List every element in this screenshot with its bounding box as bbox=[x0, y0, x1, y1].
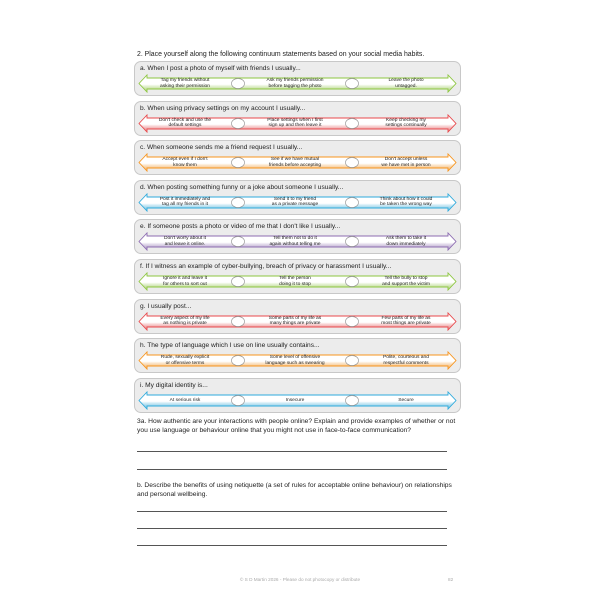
double-arrow bbox=[138, 153, 457, 172]
double-arrow bbox=[138, 232, 457, 251]
continuum-item bbox=[134, 101, 461, 136]
continuum-item bbox=[134, 140, 461, 175]
question-2-heading: 2. Place yourself along the following continuum statements based on your social media habits. bbox=[137, 51, 425, 58]
choice-circle[interactable] bbox=[346, 277, 359, 287]
continuum-label-middle: Insecure bbox=[285, 397, 305, 403]
continuum-item bbox=[134, 378, 461, 413]
continuum-label-left: Tag my friends without asking their permission bbox=[159, 78, 210, 89]
choice-circle[interactable] bbox=[232, 197, 245, 207]
continuum-question: c. When someone sends me a friend request I usually... bbox=[140, 144, 303, 152]
continuum-item bbox=[134, 219, 461, 254]
choice-circle[interactable] bbox=[232, 79, 245, 89]
choice-circle[interactable] bbox=[346, 158, 359, 168]
choice-circle[interactable] bbox=[232, 237, 245, 247]
continuum-label-middle: Tell the person doing it to stop bbox=[279, 276, 311, 287]
continuum-question: b. When using privacy settings on my account I usually... bbox=[140, 104, 306, 112]
choice-circle[interactable] bbox=[232, 277, 245, 287]
continuum-label-left: Every aspect of my life as nothing is private bbox=[160, 315, 210, 327]
continuum-item bbox=[134, 259, 461, 294]
choice-circle[interactable] bbox=[346, 316, 359, 326]
continuum-label-middle: Place settings when I first sign up and then leave it bbox=[267, 117, 323, 129]
choice-circle[interactable] bbox=[232, 118, 245, 128]
continuum-label-left: Rude, sexually explicit or offensive terms bbox=[160, 355, 210, 366]
continuum-label-right: Don't accept unless we have met in person bbox=[381, 157, 431, 168]
continuum-label-right: Ask them to take it down immediately bbox=[385, 236, 427, 247]
choice-circle[interactable] bbox=[232, 395, 245, 405]
continuum-item bbox=[134, 61, 461, 96]
continuum-question: d. When posting something funny or a joke about someone I usually... bbox=[140, 183, 344, 191]
continuum-item bbox=[134, 299, 461, 334]
answer-line-3a-2[interactable] bbox=[137, 469, 447, 470]
continuum-question: e. If someone posts a photo or video of me that I don't like I usually... bbox=[140, 223, 341, 231]
continuum-label-middle: Some parts of my life as many things are private bbox=[268, 315, 322, 327]
question-3a-text: 3a. How authentic are your interactions with people online? Explain and provide examples of whether or not you use language or behaviour online that you might not use in face-to-face communication? bbox=[137, 418, 456, 435]
choice-circle[interactable] bbox=[232, 316, 245, 326]
continuum-label-left: Accept even if I don't know them bbox=[162, 157, 208, 168]
answer-line-3b-1[interactable] bbox=[137, 511, 447, 512]
double-arrow bbox=[138, 391, 457, 410]
continuum-item bbox=[134, 338, 461, 373]
continuum-label-right: Keep checking my settings continually bbox=[385, 117, 427, 129]
double-arrow bbox=[138, 74, 457, 93]
continuum-question: i. My digital identity is... bbox=[140, 381, 208, 389]
continuum-label-middle: Send it to my friend as a private message bbox=[271, 196, 319, 208]
choice-circle[interactable] bbox=[346, 118, 359, 128]
double-arrow bbox=[138, 351, 457, 370]
copyright-notice: © S D Martin 2026 - Please do not photocopy or distribute bbox=[239, 577, 361, 582]
continuum-label-middle: Some level of offensive language such as swearing bbox=[265, 355, 325, 366]
continuum-label-left: Ignore it and leave it for others to sort out bbox=[162, 276, 208, 287]
choice-circle[interactable] bbox=[232, 158, 245, 168]
page-footer bbox=[0, 577, 600, 585]
double-arrow bbox=[138, 312, 457, 331]
question-3b-text: b. Describe the benefits of using netiquette (a set of rules for acceptable online behaviour) on relationships and personal wellbeing. bbox=[137, 482, 452, 499]
continuum-label-right: Secure bbox=[398, 397, 414, 403]
double-arrow bbox=[138, 272, 457, 291]
choice-circle[interactable] bbox=[346, 395, 359, 405]
continuum-label-left: Don't check and use the default settings bbox=[158, 117, 212, 129]
continuum-item bbox=[134, 180, 461, 215]
continuum-question: h. The type of language which I use on line usually contains... bbox=[140, 342, 320, 350]
choice-circle[interactable] bbox=[346, 197, 359, 207]
choice-circle[interactable] bbox=[232, 356, 245, 366]
continuum-question: g. I usually post... bbox=[140, 302, 192, 310]
choice-circle[interactable] bbox=[346, 237, 359, 247]
continuum-label-middle: Tell them not to do it again without telling me bbox=[269, 236, 321, 247]
answer-line-3b-2[interactable] bbox=[137, 528, 447, 529]
continuum-question: a. When I post a photo of myself with friends I usually... bbox=[140, 65, 301, 72]
continuum-label-right: Polite, courteous and respectful comments bbox=[383, 355, 429, 366]
continuum-label-left: At serious risk bbox=[169, 397, 201, 403]
continuum-label-right: Think about how it could be taken the wrong way bbox=[379, 196, 433, 208]
answer-line-3b-3[interactable] bbox=[137, 545, 447, 546]
continuum-label-right: Tell the bully to stop and support the victim bbox=[382, 276, 430, 287]
answer-line-3a-1[interactable] bbox=[137, 451, 447, 452]
page-number: 82 bbox=[448, 577, 454, 582]
double-arrow bbox=[138, 114, 457, 133]
choice-circle[interactable] bbox=[346, 79, 359, 89]
continuum-label-right: Few parts of my life as most things are private bbox=[381, 315, 431, 327]
continuum-label-left: Don't worry about it and leave it online. bbox=[164, 236, 206, 247]
double-arrow bbox=[138, 193, 457, 212]
choice-circle[interactable] bbox=[346, 356, 359, 366]
continuum-label-middle: Ask my friends permission before tagging the photo bbox=[266, 78, 324, 89]
continuum-label-left: Post it immediately and tag all my friends in it bbox=[159, 196, 211, 208]
continuum-label-middle: See if we have mutual friends before accepting bbox=[268, 157, 322, 168]
continuum-label-right: Leave the photo untagged. bbox=[388, 78, 424, 89]
continuum-question: f. If I witness an example of cyber-bullying, breach of privacy or harassment I usually... bbox=[140, 263, 392, 270]
